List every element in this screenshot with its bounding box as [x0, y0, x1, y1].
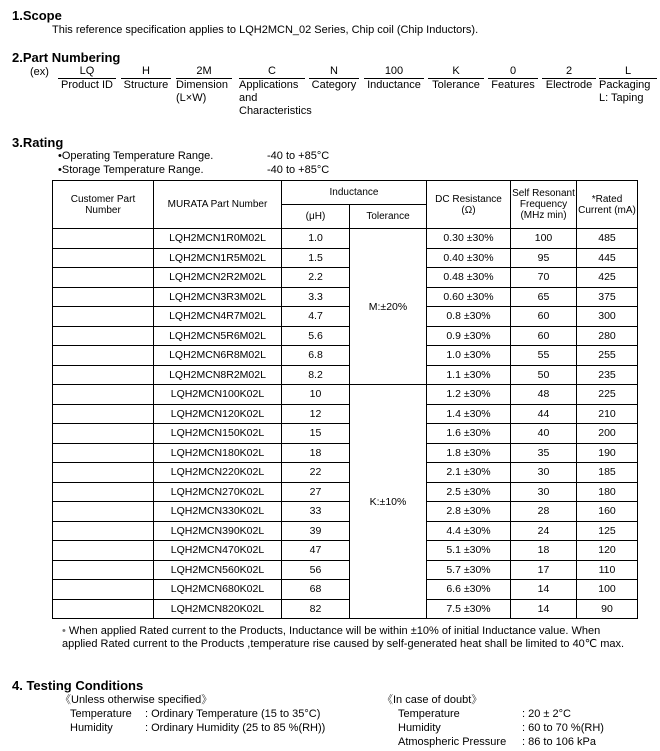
dc-resistance-cell: 2.8 ±30%: [427, 502, 511, 522]
pn-field-electrode: [542, 65, 596, 92]
rated-current-cell: 160: [577, 502, 638, 522]
rated-current-cell: 120: [577, 541, 638, 561]
humidity-label: Humidity: [70, 722, 113, 734]
murata-part-cell: LQH2MCN270K02L: [154, 482, 282, 502]
rated-current-cell: 100: [577, 580, 638, 600]
inductance-cell: 22: [282, 463, 350, 483]
doubt-pressure-value: : 86 to 106 kPa: [522, 736, 596, 748]
header-self-resonant: Self Resonant Frequency (MHz min): [511, 181, 577, 229]
dc-resistance-cell: 1.1 ±30%: [427, 365, 511, 385]
inductance-cell: 47: [282, 541, 350, 561]
inductance-cell: 68: [282, 580, 350, 600]
unless-specified: 《Unless otherwise specified》: [60, 694, 213, 706]
rating-table: [52, 180, 638, 619]
murata-part-cell: LQH2MCN4R7M02L: [154, 307, 282, 327]
pn-code: 100: [364, 65, 424, 79]
self-resonant-cell: 14: [511, 580, 577, 600]
murata-part-cell: LQH2MCN820K02L: [154, 599, 282, 619]
pn-field-dimension: [176, 65, 232, 105]
self-resonant-cell: 28: [511, 502, 577, 522]
scope-heading: 1.Scope: [12, 8, 62, 23]
dc-resistance-cell: 1.6 ±30%: [427, 424, 511, 444]
table-row: [53, 229, 638, 249]
customer-part-cell: [53, 482, 154, 502]
table-row: [53, 307, 638, 327]
table-row: [53, 346, 638, 366]
table-row: [53, 268, 638, 288]
dc-resistance-cell: 5.1 ±30%: [427, 541, 511, 561]
header-dc-resistance: DC Resistance (Ω): [427, 181, 511, 229]
customer-part-cell: [53, 346, 154, 366]
pn-label: Applications and Characteristics: [239, 79, 312, 117]
table-row: [53, 463, 638, 483]
pn-code: 0: [488, 65, 538, 79]
self-resonant-cell: 70: [511, 268, 577, 288]
murata-part-cell: LQH2MCN150K02L: [154, 424, 282, 444]
self-resonant-cell: 24: [511, 521, 577, 541]
header-tolerance: Tolerance: [350, 205, 427, 229]
table-row: [53, 541, 638, 561]
murata-part-cell: LQH2MCN470K02L: [154, 541, 282, 561]
pn-field-product-id: [58, 65, 116, 92]
inductance-cell: 1.0: [282, 229, 350, 249]
rated-current-note: [62, 625, 637, 651]
testing-heading: 4. Testing Conditions: [12, 678, 144, 693]
pn-label: Tolerance: [432, 79, 480, 91]
customer-part-cell: [53, 248, 154, 268]
murata-part-cell: LQH2MCN680K02L: [154, 580, 282, 600]
self-resonant-cell: 95: [511, 248, 577, 268]
rated-current-cell: 90: [577, 599, 638, 619]
humidity-value: : Ordinary Humidity (25 to 85 %(RH)): [145, 722, 326, 734]
doubt-temp-value: : 20 ± 2°C: [522, 708, 571, 720]
pn-code: L: [599, 65, 657, 79]
dc-resistance-cell: 5.7 ±30%: [427, 560, 511, 580]
murata-part-cell: LQH2MCN390K02L: [154, 521, 282, 541]
customer-part-cell: [53, 307, 154, 327]
table-row: [53, 404, 638, 424]
self-resonant-cell: 44: [511, 404, 577, 424]
inductance-cell: 3.3: [282, 287, 350, 307]
dc-resistance-cell: 2.5 ±30%: [427, 482, 511, 502]
in-case-of-doubt: 《In case of doubt》: [382, 694, 483, 706]
dc-resistance-cell: 0.48 ±30%: [427, 268, 511, 288]
rated-current-cell: 235: [577, 365, 638, 385]
header-rated-current: *Rated Current (mA): [577, 181, 638, 229]
murata-part-cell: LQH2MCN330K02L: [154, 502, 282, 522]
table-row: [53, 560, 638, 580]
dc-resistance-cell: 1.2 ±30%: [427, 385, 511, 405]
table-row: [53, 599, 638, 619]
table-row: [53, 482, 638, 502]
table-row: [53, 424, 638, 444]
rated-current-cell: 425: [577, 268, 638, 288]
rated-current-cell: 485: [577, 229, 638, 249]
self-resonant-cell: 55: [511, 346, 577, 366]
self-resonant-cell: 17: [511, 560, 577, 580]
rated-current-cell: 280: [577, 326, 638, 346]
pn-label: Features: [491, 79, 535, 91]
rated-current-cell: 125: [577, 521, 638, 541]
rating-heading: 3.Rating: [12, 135, 64, 150]
part-numbering-heading: 2.Part Numbering: [12, 50, 121, 65]
rated-current-cell: 445: [577, 248, 638, 268]
dc-resistance-cell: 7.5 ±30%: [427, 599, 511, 619]
inductance-cell: 1.5: [282, 248, 350, 268]
murata-part-cell: LQH2MCN3R3M02L: [154, 287, 282, 307]
doubt-pressure-label: Atmospheric Pressure: [398, 736, 507, 748]
header-customer-part: Customer Part Number: [53, 181, 154, 229]
self-resonant-cell: 60: [511, 307, 577, 327]
pn-field-features: [488, 65, 538, 92]
dc-resistance-cell: 0.30 ±30%: [427, 229, 511, 249]
dc-resistance-cell: 1.4 ±30%: [427, 404, 511, 424]
pn-label: Category: [311, 79, 357, 91]
murata-part-cell: LQH2MCN100K02L: [154, 385, 282, 405]
customer-part-cell: [53, 424, 154, 444]
dc-resistance-cell: 0.40 ±30%: [427, 248, 511, 268]
pn-label: Dimension (L×W): [176, 79, 228, 104]
table-row: [53, 443, 638, 463]
murata-part-cell: LQH2MCN2R2M02L: [154, 268, 282, 288]
rating-table-body: [53, 229, 638, 619]
tolerance-group-k: K:±10%: [350, 385, 427, 619]
operating-temp-label: •Operating Temperature Range.: [58, 150, 214, 162]
customer-part-cell: [53, 463, 154, 483]
pn-label: Packaging L: Taping: [599, 79, 651, 104]
inductance-cell: 56: [282, 560, 350, 580]
rated-current-cell: 210: [577, 404, 638, 424]
pn-field-inductance: [364, 65, 424, 92]
self-resonant-cell: 50: [511, 365, 577, 385]
dc-resistance-cell: 1.0 ±30%: [427, 346, 511, 366]
bullet-icon: •: [62, 625, 66, 637]
doubt-humidity-value: : 60 to 70 %(RH): [522, 722, 604, 734]
dc-resistance-cell: 2.1 ±30%: [427, 463, 511, 483]
inductance-cell: 6.8: [282, 346, 350, 366]
pn-field-structure: [121, 65, 171, 92]
ex-label: (ex): [30, 66, 49, 78]
table-row: [53, 248, 638, 268]
table-row: [53, 502, 638, 522]
scope-text: This reference specification applies to LQH2MCN_02 Series, Chip coil (Chip Inductors).: [52, 24, 479, 36]
murata-part-cell: LQH2MCN180K02L: [154, 443, 282, 463]
inductance-cell: 27: [282, 482, 350, 502]
header-inductance: Inductance: [282, 181, 427, 205]
rated-current-cell: 255: [577, 346, 638, 366]
customer-part-cell: [53, 365, 154, 385]
self-resonant-cell: 100: [511, 229, 577, 249]
customer-part-cell: [53, 404, 154, 424]
header-uh: (μH): [282, 205, 350, 229]
inductance-cell: 33: [282, 502, 350, 522]
murata-part-cell: LQH2MCN220K02L: [154, 463, 282, 483]
pn-field-applications: [239, 65, 312, 118]
self-resonant-cell: 18: [511, 541, 577, 561]
murata-part-cell: LQH2MCN1R5M02L: [154, 248, 282, 268]
murata-part-cell: LQH2MCN5R6M02L: [154, 326, 282, 346]
rated-current-cell: 180: [577, 482, 638, 502]
rated-current-cell: 110: [577, 560, 638, 580]
pn-label: Electrode: [545, 79, 593, 91]
self-resonant-cell: 60: [511, 326, 577, 346]
doubt-temp-label: Temperature: [398, 708, 460, 720]
murata-part-cell: LQH2MCN8R2M02L: [154, 365, 282, 385]
table-row: [53, 521, 638, 541]
rated-current-cell: 190: [577, 443, 638, 463]
inductance-cell: 82: [282, 599, 350, 619]
pn-code: H: [121, 65, 171, 79]
inductance-cell: 4.7: [282, 307, 350, 327]
customer-part-cell: [53, 599, 154, 619]
self-resonant-cell: 65: [511, 287, 577, 307]
table-row: [53, 580, 638, 600]
inductance-cell: 39: [282, 521, 350, 541]
pn-code: N: [309, 65, 359, 79]
temp-label: Temperature: [70, 708, 132, 720]
murata-part-cell: LQH2MCN560K02L: [154, 560, 282, 580]
customer-part-cell: [53, 560, 154, 580]
dc-resistance-cell: 0.9 ±30%: [427, 326, 511, 346]
pn-code: 2: [542, 65, 596, 79]
self-resonant-cell: 14: [511, 599, 577, 619]
customer-part-cell: [53, 287, 154, 307]
table-row: [53, 287, 638, 307]
inductance-cell: 12: [282, 404, 350, 424]
pn-code: C: [239, 65, 305, 79]
inductance-cell: 8.2: [282, 365, 350, 385]
self-resonant-cell: 30: [511, 463, 577, 483]
rated-current-cell: 375: [577, 287, 638, 307]
inductance-cell: 2.2: [282, 268, 350, 288]
rated-current-cell: 225: [577, 385, 638, 405]
pn-field-tolerance: [428, 65, 484, 92]
dc-resistance-cell: 0.8 ±30%: [427, 307, 511, 327]
customer-part-cell: [53, 443, 154, 463]
doubt-humidity-label: Humidity: [398, 722, 441, 734]
customer-part-cell: [53, 541, 154, 561]
murata-part-cell: LQH2MCN120K02L: [154, 404, 282, 424]
customer-part-cell: [53, 229, 154, 249]
self-resonant-cell: 48: [511, 385, 577, 405]
temp-value: : Ordinary Temperature (15 to 35°C): [145, 708, 321, 720]
murata-part-cell: LQH2MCN6R8M02L: [154, 346, 282, 366]
rated-current-cell: 185: [577, 463, 638, 483]
pn-code: LQ: [58, 65, 116, 79]
pn-field-packaging: [599, 65, 657, 105]
pn-code: K: [428, 65, 484, 79]
dc-resistance-cell: 4.4 ±30%: [427, 521, 511, 541]
table-row: [53, 326, 638, 346]
self-resonant-cell: 40: [511, 424, 577, 444]
dc-resistance-cell: 1.8 ±30%: [427, 443, 511, 463]
pn-label: Inductance: [367, 79, 421, 91]
inductance-cell: 5.6: [282, 326, 350, 346]
customer-part-cell: [53, 502, 154, 522]
table-row: [53, 365, 638, 385]
note-text: When applied Rated current to the Products, Inductance will be within ±10% of initial Inductance value. When applied Rated current to the Products ,temperature rise caused by self-generated heat shall be limited to 40℃ max.: [62, 625, 625, 650]
self-resonant-cell: 35: [511, 443, 577, 463]
dc-resistance-cell: 0.60 ±30%: [427, 287, 511, 307]
dc-resistance-cell: 6.6 ±30%: [427, 580, 511, 600]
operating-temp-value: -40 to +85°C: [267, 150, 330, 162]
storage-temp-value: -40 to +85°C: [267, 164, 330, 176]
customer-part-cell: [53, 385, 154, 405]
customer-part-cell: [53, 326, 154, 346]
murata-part-cell: LQH2MCN1R0M02L: [154, 229, 282, 249]
customer-part-cell: [53, 580, 154, 600]
inductance-cell: 15: [282, 424, 350, 444]
pn-field-category: [309, 65, 359, 92]
customer-part-cell: [53, 521, 154, 541]
self-resonant-cell: 30: [511, 482, 577, 502]
pn-label: Structure: [123, 79, 169, 91]
pn-code: 2M: [176, 65, 232, 79]
customer-part-cell: [53, 268, 154, 288]
inductance-cell: 18: [282, 443, 350, 463]
table-row: [53, 385, 638, 405]
pn-label: Product ID: [61, 79, 113, 91]
storage-temp-label: •Storage Temperature Range.: [58, 164, 204, 176]
inductance-cell: 10: [282, 385, 350, 405]
tolerance-group-m: M:±20%: [350, 229, 427, 385]
header-murata-part: MURATA Part Number: [154, 181, 282, 229]
rated-current-cell: 200: [577, 424, 638, 444]
rated-current-cell: 300: [577, 307, 638, 327]
